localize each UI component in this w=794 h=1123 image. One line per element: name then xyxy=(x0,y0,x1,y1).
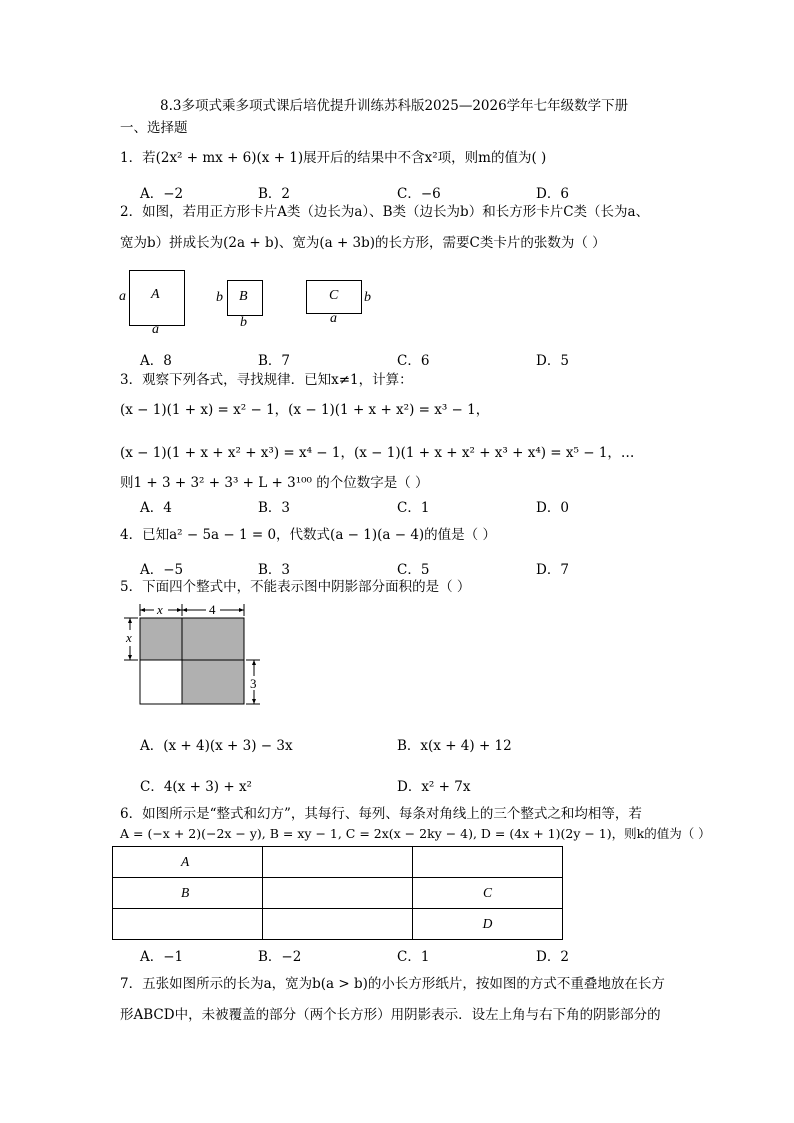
q4-option-a[interactable]: A．−5 xyxy=(140,562,184,578)
q5-option-b[interactable]: B．x(x + 4) + 12 xyxy=(397,738,512,754)
q1-option-c[interactable]: C．−6 xyxy=(397,186,441,202)
fig5-top-4-label: 4 xyxy=(209,602,216,617)
worksheet-title: 8.3多项式乘多项式课后培优提升训练苏科版2025—2026学年七年级数学下册 xyxy=(160,98,629,114)
question-2-stem-line1: 2．如图，若用正方形卡片A类（边长为a）、B类（边长为b）和长方形卡片C类（长为a、 xyxy=(120,204,650,220)
card-a-bottom-label: a xyxy=(152,322,159,337)
card-b-side-label: b xyxy=(216,290,223,305)
table-row xyxy=(113,878,563,909)
question-3-formula-line1: (x − 1)(1 + x) = x² − 1，(x − 1)(1 + x + x²) = x³ − 1， xyxy=(120,402,490,418)
section-heading: 一、选择题 xyxy=(120,120,188,136)
question-7-stem-line1: 7．五张如图所示的长为a，宽为b(a > b)的小长方形纸片，按如图的方式不重叠地放在长方 xyxy=(120,976,665,992)
question-3-formula-line2: (x − 1)(1 + x + x² + x³) = x⁴ − 1，(x − 1)(1 + x + x² + x³ + x⁴) = x⁵ − 1，… xyxy=(120,445,635,461)
white-bottom-left xyxy=(140,660,182,704)
grid-cell: B xyxy=(113,878,263,909)
q5-option-a[interactable]: A．(x + 4)(x + 3) − 3x xyxy=(140,738,293,754)
grid-cell: C xyxy=(413,878,563,909)
q4-option-d[interactable]: D．7 xyxy=(536,562,569,578)
q5-option-c[interactable]: C．4(x + 3) + x² xyxy=(140,779,252,795)
q6-option-d[interactable]: D．2 xyxy=(536,949,569,965)
q3-option-c[interactable]: C．1 xyxy=(397,500,430,516)
table-row xyxy=(113,847,563,878)
question-6-stem-line1: 6．如图所示是“整式和幻方”，其每行、每列、每条对角线上的三个整式之和均相等，若 xyxy=(120,806,642,822)
question-3-stem: 3．观察下列各式，寻找规律．已知x≠1，计算： xyxy=(120,372,413,388)
table-row xyxy=(113,909,563,940)
q3-option-d[interactable]: D．0 xyxy=(536,500,569,516)
question-6-stem-line2: A = (−x + 2)(−2x − y), B = xy − 1, C = 2x(x − 2ky − 4), D = (4x + 1)(2y − 1)，则k的值为（ ） xyxy=(120,826,711,841)
card-c-side-label: b xyxy=(364,290,371,305)
q1-option-d[interactable]: D．6 xyxy=(536,186,569,202)
magic-square-grid xyxy=(112,846,563,940)
q1-option-a[interactable]: A．−2 xyxy=(140,186,184,202)
question-4-stem: 4．已知a² − 5a − 1 = 0，代数式(a − 1)(a − 4)的值是（ ） xyxy=(120,527,496,543)
q2-option-b[interactable]: B．7 xyxy=(258,353,291,369)
fig5-left-x-label: x xyxy=(126,630,132,645)
question-1-stem: 1．若(2x² + mx + 6)(x + 1)展开后的结果中不含x²项，则m的值为( ) xyxy=(120,150,547,166)
q1-option-b[interactable]: B．2 xyxy=(258,186,291,202)
card-c-center-label: C xyxy=(329,288,339,303)
fig5-right-3-label: 3 xyxy=(250,676,257,691)
shaded-bottom-right xyxy=(182,660,244,704)
card-c-bottom-label: a xyxy=(330,311,337,326)
q3-option-b[interactable]: B．3 xyxy=(258,500,291,516)
q4-option-c[interactable]: C．5 xyxy=(397,562,430,578)
grid-cell: D xyxy=(413,909,563,940)
q6-option-c[interactable]: C．1 xyxy=(397,949,430,965)
q2-option-c[interactable]: C．6 xyxy=(397,353,430,369)
grid-cell xyxy=(263,847,413,878)
q2-option-d[interactable]: D．5 xyxy=(536,353,569,369)
q2-option-a[interactable]: A．8 xyxy=(140,353,172,369)
question-7-stem-line2: 形ABCD中，未被覆盖的部分（两个长方形）用阴影表示．设左上角与右下角的阴影部分的 xyxy=(120,1007,661,1023)
card-b-bottom-label: b xyxy=(240,315,247,330)
shaded-area-figure xyxy=(120,600,270,710)
q6-option-b[interactable]: B．−2 xyxy=(258,949,302,965)
card-b-center-label: B xyxy=(239,289,248,304)
question-5-stem: 5．下面四个整式中，不能表示图中阴影部分面积的是（ ） xyxy=(120,579,471,595)
grid-cell xyxy=(413,847,563,878)
question-3-ask: 则1 + 3 + 3² + 3³ + L + 3¹⁰⁰ 的个位数字是（ ） xyxy=(120,475,429,491)
grid-cell xyxy=(113,909,263,940)
question-2-stem-line2: 宽为b）拼成长为(2a + b)、宽为(a + 3b)的长方形，需要C类卡片的张数为（ ） xyxy=(120,235,606,251)
grid-cell: A xyxy=(113,847,263,878)
card-a-center-label: A xyxy=(151,287,160,302)
shaded-top-left xyxy=(140,618,182,660)
grid-cell xyxy=(263,878,413,909)
shaded-top-right xyxy=(182,618,244,660)
grid-cell xyxy=(263,909,413,940)
card-a-side-label: a xyxy=(119,289,126,304)
q4-option-b[interactable]: B．3 xyxy=(258,562,291,578)
q3-option-a[interactable]: A．4 xyxy=(140,500,172,516)
fig5-top-x-label: x xyxy=(157,602,163,617)
q5-option-d[interactable]: D．x² + 7x xyxy=(397,779,471,795)
q6-option-a[interactable]: A．−1 xyxy=(140,949,184,965)
